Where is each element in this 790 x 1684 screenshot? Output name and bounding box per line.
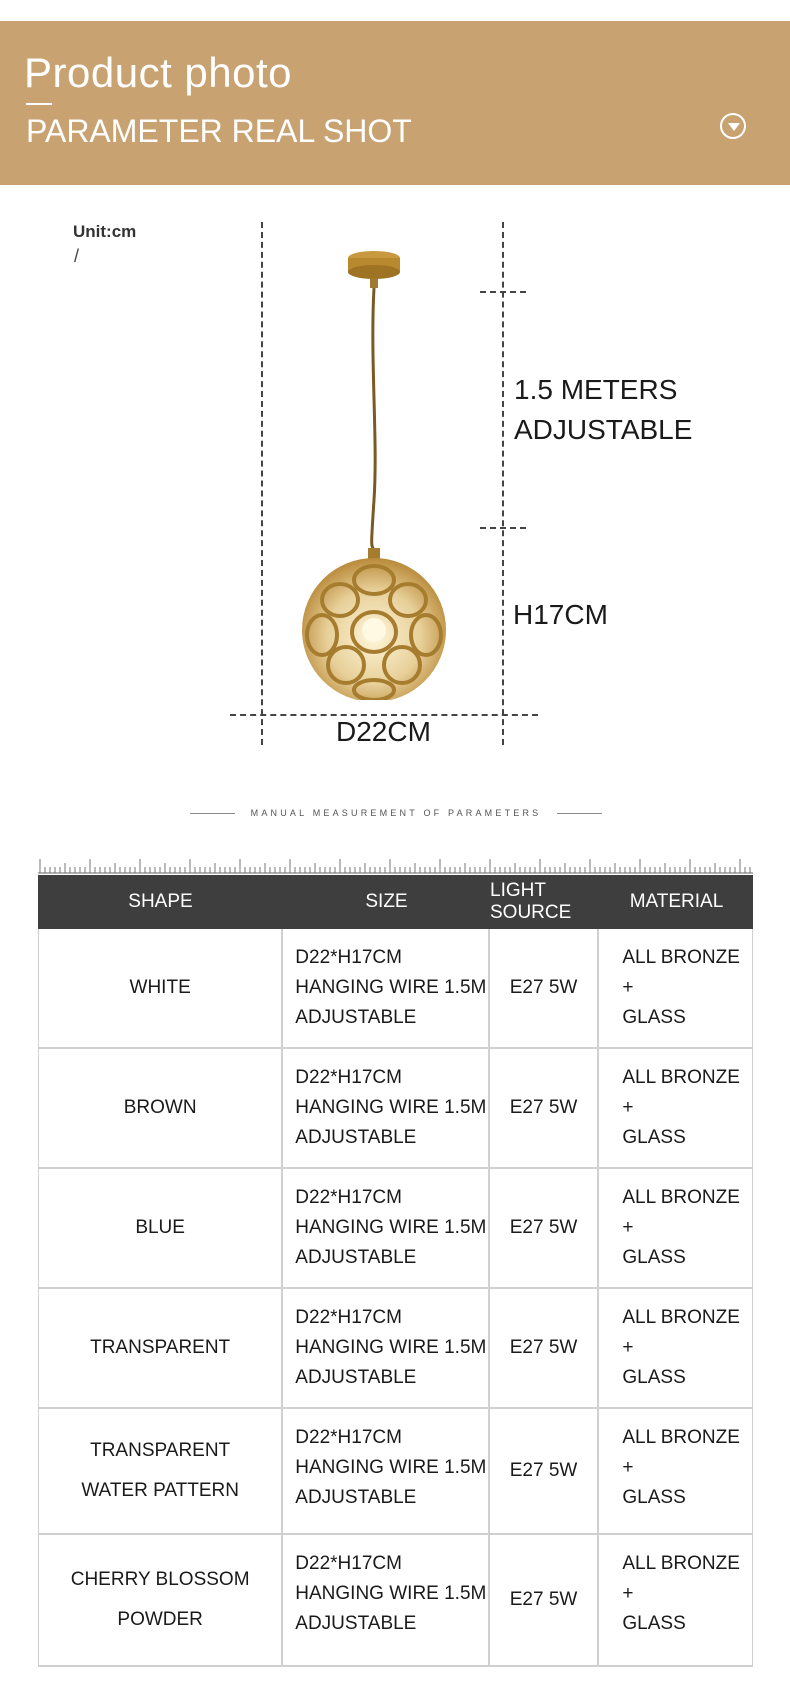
material-text: GLASS [622,1247,686,1268]
cell-material [599,1169,752,1287]
size-text: HANGING WIRE 1.5M [295,1457,487,1478]
cell-light-source: E27 5W [490,1535,600,1665]
cord-length-label [514,370,692,450]
shape-text: BLUE [135,1217,185,1238]
cord-length-line2: ADJUSTABLE [514,414,693,445]
table-body [38,929,753,1667]
material-text: GLASS [622,1127,686,1148]
caption-line-right [557,813,602,814]
cell-shape [39,1409,283,1533]
size-text: HANGING WIRE 1.5M [295,1583,487,1604]
material-text: + [622,1337,634,1358]
cell-shape [39,1289,283,1407]
material-text: GLASS [622,1367,686,1388]
material-text: GLASS [622,1487,686,1508]
cell-material [599,929,752,1047]
cell-size [283,1535,489,1665]
material-text: ALL BRONZE [622,1427,740,1448]
cell-material [599,1535,752,1665]
height-label: H17CM [513,599,608,630]
parameter-table [38,875,753,1667]
header-material: MATERIAL [629,891,724,912]
size-text: ADJUSTABLE [295,1367,417,1388]
shape-text: WATER PATTERN [81,1480,239,1501]
size-text: ADJUSTABLE [295,1007,417,1028]
cell-material [599,1289,752,1407]
material-text: + [622,1097,634,1118]
material-text: GLASS [622,1613,686,1634]
header-light-source: LIGHT SOURCE [490,880,572,923]
cell-light-source: E27 5W [490,1409,600,1533]
size-text: HANGING WIRE 1.5M [295,1217,487,1238]
table-row [38,1169,753,1289]
material-text: + [622,1217,634,1238]
chevron-down-icon[interactable] [720,113,746,139]
cell-size [283,1049,489,1167]
size-text: D22*H17CM [295,1307,402,1328]
size-text: D22*H17CM [295,1187,402,1208]
banner-subtitle: PARAMETER REAL SHOT [26,113,412,149]
size-text: ADJUSTABLE [295,1613,417,1634]
material-text: ALL BRONZE [622,1067,740,1088]
material-text: ALL BRONZE [622,1187,740,1208]
material-text: + [622,1583,634,1604]
cord-length-line1: 1.5 METERS [514,374,678,405]
material-text: + [622,977,634,998]
table-row [38,1409,753,1535]
size-text: ADJUSTABLE [295,1127,417,1148]
ruler-scale [38,852,753,874]
table-row [38,1289,753,1409]
banner-title: Product photo [24,49,293,96]
cell-shape [39,1049,283,1167]
shape-text: WHITE [129,977,191,998]
material-text: + [622,1457,634,1478]
table-row [38,1535,753,1667]
cell-light-source: E27 5W [490,1049,600,1167]
caption-line-left [190,813,235,814]
cell-light-source: E27 5W [490,1289,600,1407]
cell-size [283,929,489,1047]
right-dimension-line [502,222,504,745]
table-row [38,929,753,1049]
cell-light-source: E27 5W [490,929,600,1047]
material-text: ALL BRONZE [622,1307,740,1328]
material-text: ALL BRONZE [622,1553,740,1574]
cell-size [283,1409,489,1533]
cell-shape [39,929,283,1047]
size-text: D22*H17CM [295,1427,402,1448]
left-dimension-line [261,222,263,745]
cell-size [283,1169,489,1287]
cell-size [283,1289,489,1407]
table-row [38,1049,753,1169]
header-size: SIZE [365,891,408,912]
cell-shape [39,1169,283,1287]
size-text: D22*H17CM [295,947,402,968]
cell-material [599,1049,752,1167]
material-text: GLASS [622,1007,686,1028]
size-text: ADJUSTABLE [295,1247,417,1268]
unit-slash: / [74,246,80,266]
table-header [38,875,753,929]
unit-label: Unit:cm [73,222,137,241]
header-banner [0,21,790,185]
shape-text: TRANSPARENT [90,1337,231,1358]
size-text: HANGING WIRE 1.5M [295,1097,487,1118]
shape-text: BROWN [123,1097,197,1118]
pendant-lamp-image [290,240,490,700]
measurement-caption-text: MANUAL MEASUREMENT OF PARAMETERS [250,808,542,818]
cell-material [599,1409,752,1533]
shape-text: TRANSPARENT [90,1440,231,1461]
size-text: D22*H17CM [295,1553,402,1574]
shape-text: CHERRY BLOSSOM POWDER [70,1569,250,1630]
cell-light-source: E27 5W [490,1169,600,1287]
size-text: D22*H17CM [295,1067,402,1088]
size-text: HANGING WIRE 1.5M [295,1337,487,1358]
cell-shape [39,1535,283,1665]
size-text: HANGING WIRE 1.5M [295,977,487,998]
size-text: ADJUSTABLE [295,1487,417,1508]
measurement-caption [190,803,602,823]
material-text: ALL BRONZE [622,947,740,968]
diameter-label: D22CM [336,716,431,747]
banner-rule [26,103,52,105]
header-shape: SHAPE [128,891,193,912]
